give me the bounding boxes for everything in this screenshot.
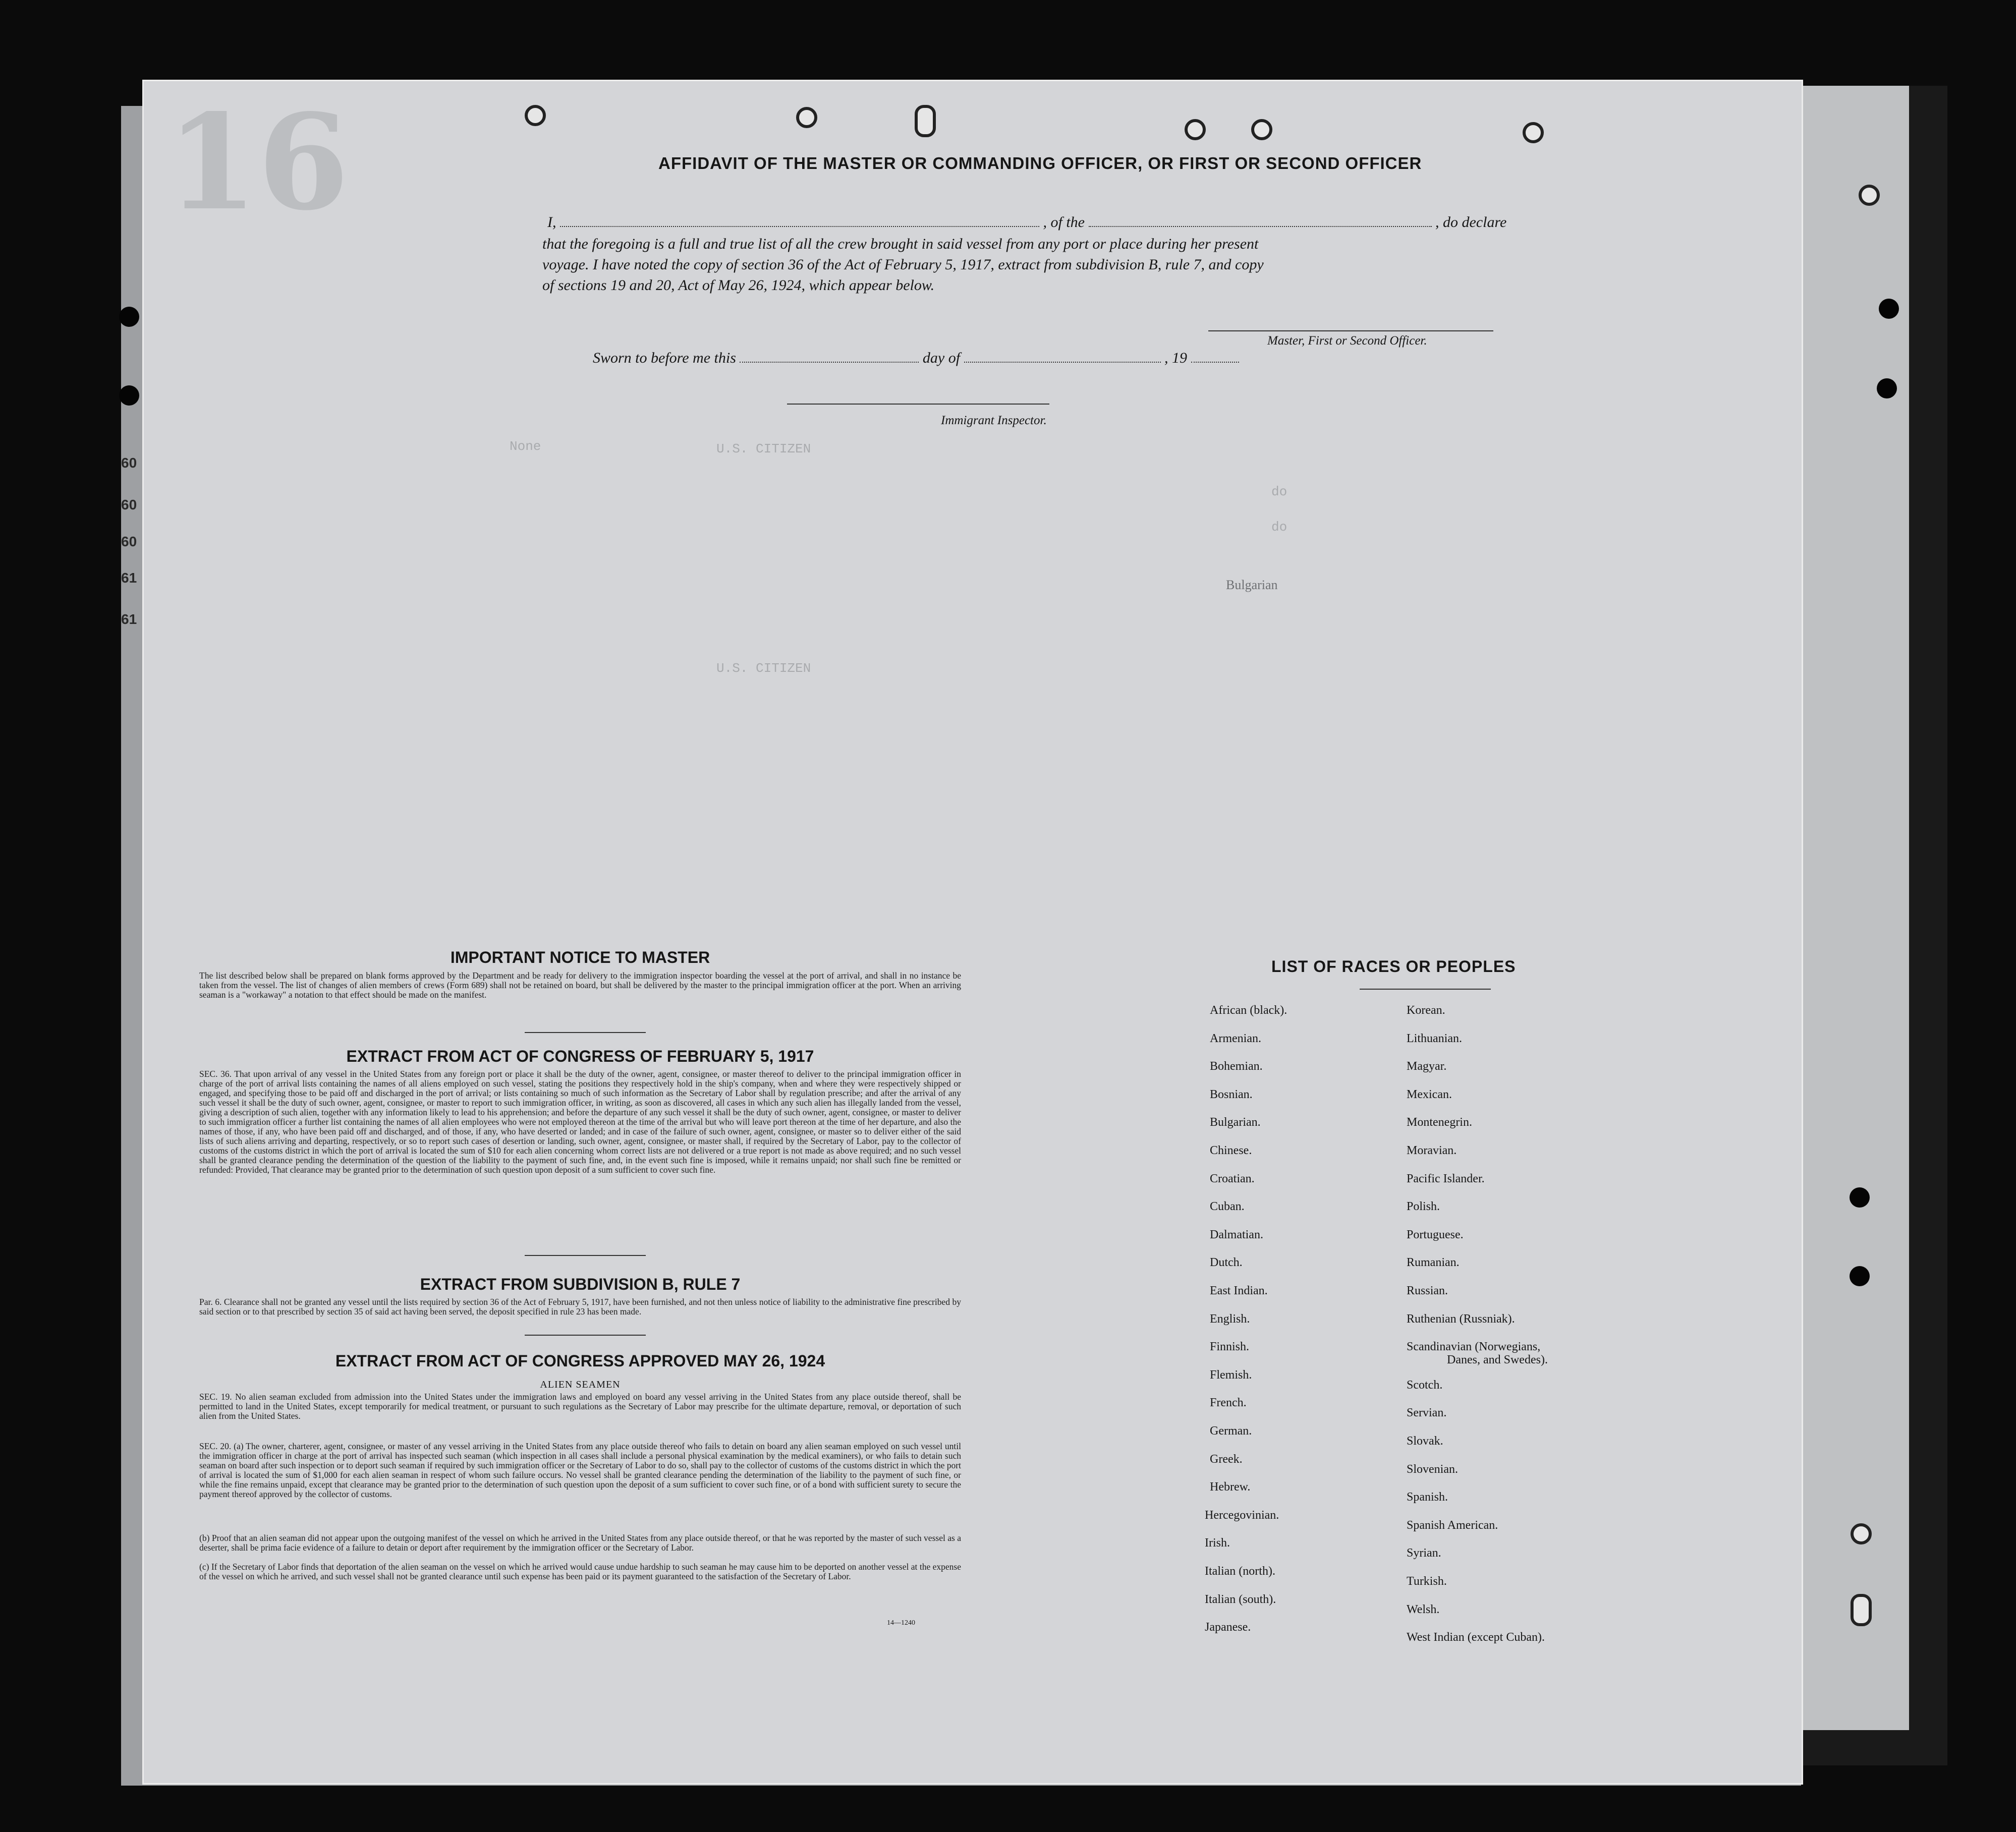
race-item: Servian. xyxy=(1407,1406,1447,1420)
race-item: Hercegovinian. xyxy=(1205,1508,1279,1522)
sec20b-body: (b) Proof that an alien seaman did not appear upon the outgoing manifest of the vessel on which he arrived in the United States from any place outside thereof, or that he was reported by the master of such vessel as a deserter, shall be prima facie evidence of a failure to detain or deport after requirement by the immigration officer or the Secretary of Labor. xyxy=(199,1533,961,1553)
punch-hole xyxy=(796,107,817,128)
race-item: Polish. xyxy=(1407,1200,1440,1214)
race-item: Slovak. xyxy=(1407,1435,1443,1448)
extract-1924-heading: EXTRACT FROM ACT OF CONGRESS APPROVED MAY 26, 1924 xyxy=(335,1352,825,1370)
divider xyxy=(525,1335,646,1336)
form-number: 14—1240 xyxy=(887,1619,915,1627)
master-signature-line[interactable] xyxy=(1208,330,1493,331)
binder-hole xyxy=(1877,378,1897,398)
binder-hole xyxy=(1879,299,1899,319)
race-item: Rumanian. xyxy=(1407,1256,1460,1270)
race-item: Bohemian. xyxy=(1210,1060,1263,1073)
affidavit-line-i xyxy=(547,214,1506,231)
bleed-through-row: Bulgarian xyxy=(1226,578,1278,592)
sworn-month-field[interactable] xyxy=(964,360,1161,363)
race-item: Magyar. xyxy=(1407,1060,1447,1073)
divider xyxy=(525,1255,646,1256)
sec20c-body: (c) If the Secretary of Labor finds that deportation of the alien seaman on the vessel on which he arrived would cause undue hardship to such seaman he may cause him to be deported on another vessel at the expense of the vessel on which he arrived, and such vessel shall not be granted clearance until such expense has been paid or its payment guaranteed to the satisfaction of the Secretary of Labor. xyxy=(199,1562,961,1581)
race-item: Flemish. xyxy=(1210,1368,1252,1382)
inspector-signature-line[interactable] xyxy=(787,404,1049,405)
margin-number: 60 xyxy=(121,534,137,549)
punch-hole xyxy=(915,105,936,137)
sworn-year-field[interactable] xyxy=(1191,360,1239,363)
punch-hole xyxy=(525,105,546,126)
bleed-through-page-number: 16 xyxy=(166,86,349,240)
declarant-name-field[interactable] xyxy=(560,224,1039,227)
race-item: Croatian. xyxy=(1210,1172,1255,1185)
punch-hole xyxy=(1251,119,1272,140)
races-heading: LIST OF RACES OR PEOPLES xyxy=(1271,957,1516,976)
race-item: Pacific Islander. xyxy=(1407,1172,1485,1185)
bleed-through-row: None xyxy=(510,439,541,454)
binder-hole xyxy=(119,307,139,327)
rule7-body: Par. 6. Clearance shall not be granted any vessel until the lists required by section 36 of the Act of February 5, 1917, have been furnished, and not then unless notice of liability to the administrative fine prescribed by said section or to that prescribed by section 35 of said act having been served, the deposit specified in rule 23 has been made. xyxy=(199,1297,961,1316)
divider xyxy=(1360,989,1491,990)
affidavit-line-4: of sections 19 and 20, Act of May 26, 1924, which appear below. xyxy=(542,277,935,294)
race-item: Hebrew. xyxy=(1210,1480,1251,1494)
divider xyxy=(525,1032,646,1033)
race-item: Armenian. xyxy=(1210,1032,1261,1045)
underlying-sheet-edge xyxy=(1803,86,1909,1730)
race-item: Finnish. xyxy=(1210,1340,1250,1354)
extract-1917-body: SEC. 36. That upon arrival of any vessel in the United States from any foreign port or place it shall be the duty of the owner, agent, consignee, or master thereof to deliver to the principal immigration officer in charge of the port of arrival lists containing the names of all aliens employed on such vessel, stating the positions they respectively hold in the ship's company, when and where they were respectively shipped or engaged, and specifying those to be paid off and discharged in the port of arrival; or lists containing so much of such information as the Secretary of Labor shall by regulation prescribe; and after the arrival of any such vessel it shall be the duty of such owner, agent, consignee, or master to report to such immigration officer, in writing, as soon as discovered, all cases in which any such alien has illegally landed from the vessel, giving a description of such alien, together with any information likely to lead to his apprehension; and before the departure of any such vessel it shall be the duty of such owner, agent, consignee, or master to deliver to such immigration officer a further list containing the names of all alien employees who were not employed thereon at the time of the arrival but who will leave port thereon at the time of her departure, and also the names of those, if any, who have been paid off and discharged, and of those, if any, who have deserted or landed; and in case of the failure of such owner, agent, consignee, or master so to deliver either of the said lists of such aliens arriving and departing, respectively, or so to report such cases of desertion or landing, such owner, agent, consignee, or master shall, if required by the Secretary of Labor, pay to the collector of customs of the customs district in which the port of arrival is located the sum of $10 for each alien concerning whom correct lists are not delivered or a true report is not made as above required; and no such vessel shall be granted clearance pending the determination of the question of the liability to the payment of such fine, and, in the event such fine is imposed, while it remains unpaid; nor shall such fine be remitted or refunded: Provided, That clearance may be granted prior to the determination of such question upon deposit of a sum sufficient to cover such fine. xyxy=(199,1069,961,1175)
notice-body: The list described below shall be prepared on blank forms approved by the Department and be ready for delivery to the immigration inspector boarding the vessel at the port of arrival, and shall in no instance be taken from the vessel. The list of changes of alien members of crews (Form 689) shall not be retained on board, but shall be delivered by the master to the principal immigration officer at the port. When an arriving seaman is a "workaway" a notation to that effect should be made on the manifest. xyxy=(199,970,961,1000)
race-item: Turkish. xyxy=(1407,1575,1447,1588)
sworn-line xyxy=(593,350,1239,367)
punch-hole xyxy=(1185,119,1206,140)
race-item: Syrian. xyxy=(1407,1547,1441,1560)
race-item: Bosnian. xyxy=(1210,1087,1253,1101)
punch-hole xyxy=(1523,122,1544,143)
race-item: English. xyxy=(1210,1312,1250,1326)
sworn-label: Sworn to before me this xyxy=(593,350,736,366)
race-item: Spanish American. xyxy=(1407,1518,1498,1532)
alien-seamen-subheading: ALIEN SEAMEN xyxy=(540,1379,621,1390)
bleed-through-row: do xyxy=(1271,520,1287,535)
race-item: Moravian. xyxy=(1407,1144,1457,1157)
race-item: Portuguese. xyxy=(1407,1228,1464,1241)
bleed-through-row: U.S. CITIZEN xyxy=(716,661,811,676)
master-signature-label: Master, First or Second Officer. xyxy=(1267,334,1427,348)
race-item: African (black). xyxy=(1210,1004,1287,1017)
race-item: Montenegrin. xyxy=(1407,1116,1472,1129)
race-item: East Indian. xyxy=(1210,1284,1268,1297)
inspector-signature-label: Immigrant Inspector. xyxy=(941,414,1047,427)
manifest-page xyxy=(142,80,1803,1785)
binder-hole xyxy=(1850,1187,1870,1208)
margin-number: 61 xyxy=(121,570,137,586)
affidavit-title: AFFIDAVIT OF THE MASTER OR COMMANDING OFFICER, OR FIRST OR SECOND OFFICER xyxy=(658,154,1422,173)
race-item: Cuban. xyxy=(1210,1200,1245,1214)
vessel-name-field[interactable] xyxy=(1089,224,1432,227)
race-item: Bulgarian. xyxy=(1210,1116,1261,1129)
punch-hole xyxy=(1851,1594,1872,1626)
margin-number: 60 xyxy=(121,455,137,471)
sec20a-body: SEC. 20. (a) The owner, charterer, agent, consignee, or master of any vessel arriving in the United States from any place outside thereof who fails to detain on board any alien seaman employed on such vessel until the immigration officer in charge at the port of arrival has inspected such seaman (which inspection in all cases shall include a personal physical examination by the medical examiners), or who fails to detain such seaman on board after such inspection or to deport such seaman if required by such immigration officer or the Secretary of Labor to do so, shall pay to the collector of customs of the customs district in which the port of arrival is located the sum of $1,000 for each alien seaman in respect of whom such failure occurs. No vessel shall be granted clearance pending the determination of the liability to the payment of such fine, or while the fine remains unpaid, except that clearance may be granted prior to the determination of such question upon the deposit of a sum sufficient to cover such fine, or of a bond with sufficient surety to secure the payment thereof approved by the collector of customs. xyxy=(199,1441,961,1499)
affidavit-of-the-label: , of the xyxy=(1043,214,1085,231)
race-item: Welsh. xyxy=(1407,1602,1440,1616)
rule7-heading: EXTRACT FROM SUBDIVISION B, RULE 7 xyxy=(420,1275,741,1293)
notice-heading: IMPORTANT NOTICE TO MASTER xyxy=(450,948,710,966)
race-item: Spanish. xyxy=(1407,1491,1448,1504)
race-item: Chinese. xyxy=(1210,1144,1252,1157)
binder-hole xyxy=(1850,1266,1870,1286)
day-of-label: day of xyxy=(922,350,961,366)
race-item: Korean. xyxy=(1407,1004,1445,1017)
race-item: Mexican. xyxy=(1407,1087,1452,1101)
sworn-day-field[interactable] xyxy=(740,360,919,363)
race-item: Scotch. xyxy=(1407,1378,1443,1392)
extract-1917-heading: EXTRACT FROM ACT OF CONGRESS OF FEBRUARY 5, 1917 xyxy=(346,1047,814,1065)
punch-hole xyxy=(1851,1523,1872,1544)
race-item: Japanese. xyxy=(1205,1621,1251,1634)
punch-hole xyxy=(1859,185,1880,206)
race-item: Lithuanian. xyxy=(1407,1032,1462,1045)
race-item-continuation: Danes, and Swedes). xyxy=(1447,1353,1548,1367)
race-item: Italian (south). xyxy=(1205,1592,1276,1606)
affidavit-line-2: that the foregoing is a full and true list of all the crew brought in said vessel from any port or place during her present xyxy=(542,236,1259,252)
margin-number: 60 xyxy=(121,497,137,512)
race-item: Dutch. xyxy=(1210,1256,1243,1270)
bleed-through-row: U.S. CITIZEN xyxy=(716,441,811,456)
affidavit-line-3: voyage. I have noted the copy of section 36 of the Act of February 5, 1917, extract from subdivision B, rule 7, and copy xyxy=(542,256,1264,273)
bleed-through-row: do xyxy=(1271,484,1287,499)
race-item: Dalmatian. xyxy=(1210,1228,1263,1241)
race-item: Italian (north). xyxy=(1205,1565,1275,1578)
binder-hole xyxy=(119,385,139,406)
race-item: Slovenian. xyxy=(1407,1462,1458,1476)
race-item: Russian. xyxy=(1407,1284,1448,1297)
race-item: Ruthenian (Russniak). xyxy=(1407,1312,1515,1326)
affidavit-i-label: I, xyxy=(547,214,556,231)
affidavit-declare-label: , do declare xyxy=(1435,214,1507,231)
race-item: Scandinavian (Norwegians, xyxy=(1407,1340,1541,1354)
margin-number: 61 xyxy=(121,611,137,627)
race-item: West Indian (except Cuban). xyxy=(1407,1631,1545,1644)
sec19-body: SEC. 19. No alien seaman excluded from admission into the United States under the immigration laws and employed on board any vessel arriving in the United States from any place outside thereof, shall be permitted to land in the United States, except temporarily for medical treatment, or pursuant to such regulations as the Secretary of Labor may prescribe for the ultimate departure, removal, or deportation of such alien from the United States. xyxy=(199,1392,961,1421)
race-item: French. xyxy=(1210,1396,1247,1410)
race-item: Greek. xyxy=(1210,1452,1243,1466)
year-label: , 19 xyxy=(1164,350,1188,366)
race-item: Irish. xyxy=(1205,1536,1230,1550)
race-item: German. xyxy=(1210,1424,1252,1438)
